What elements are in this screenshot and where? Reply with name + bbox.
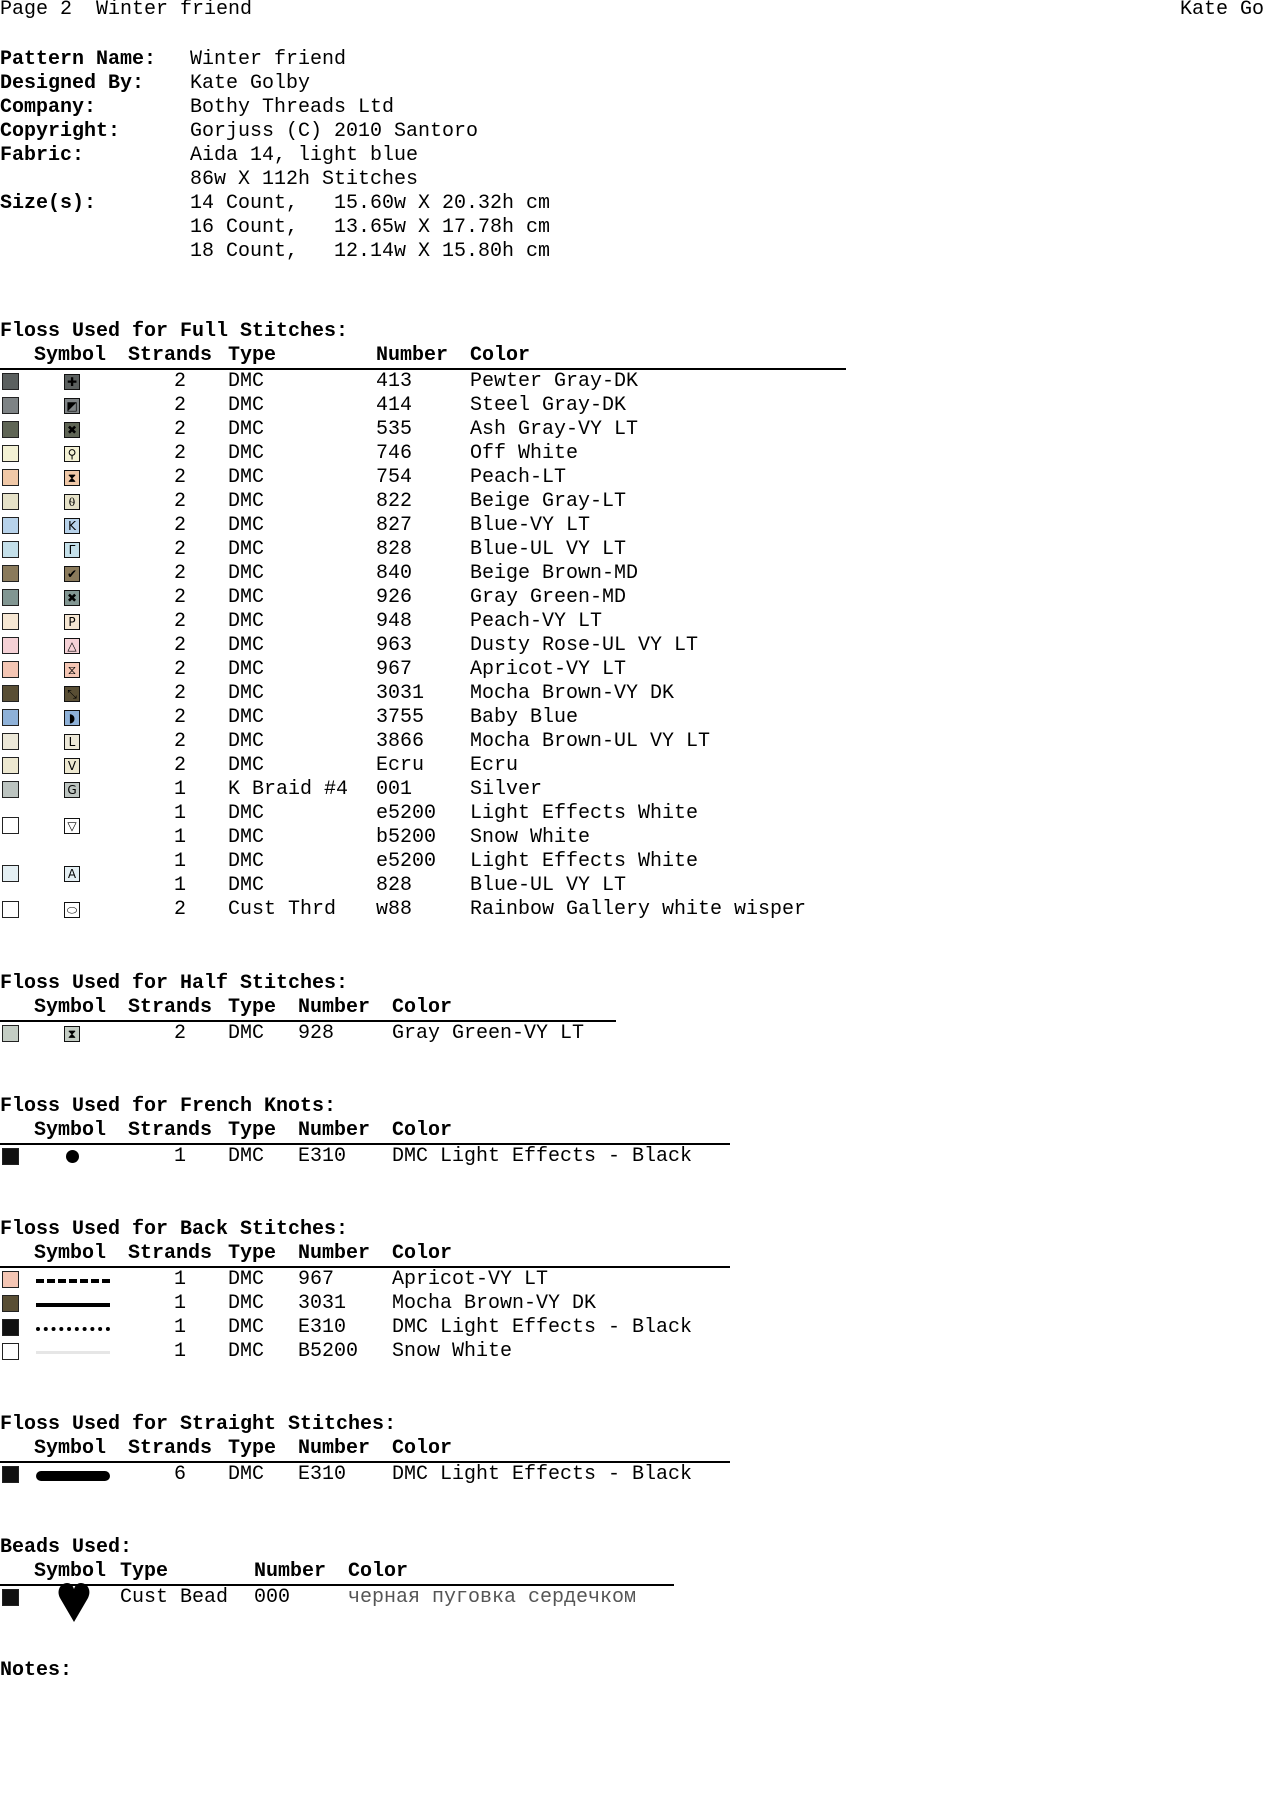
color-swatch xyxy=(2,493,19,510)
strands-cell: 2 xyxy=(174,682,187,705)
number-cell: w88 xyxy=(376,898,413,921)
page-header-left: Page 2 Winter friend xyxy=(0,0,253,21)
strands-cell: 1 xyxy=(174,850,187,873)
type-cell: Cust Thrd xyxy=(228,898,337,921)
info-value: Bothy Threads Ltd xyxy=(190,96,395,119)
info-value: Kate Golby xyxy=(190,72,311,95)
stitch-symbol-icon: A xyxy=(64,866,80,882)
number-cell: 754 xyxy=(376,466,413,489)
stitch-symbol-icon: P xyxy=(64,614,80,630)
color-cell: Light Effects White xyxy=(470,802,699,825)
number-cell: 963 xyxy=(376,634,413,657)
stitch-symbol-icon: ✖ xyxy=(64,422,80,438)
type-cell: DMC xyxy=(228,1022,265,1045)
type-cell: DMC xyxy=(228,442,265,465)
color-cell: Light Effects White xyxy=(470,850,699,873)
color-swatch xyxy=(2,637,19,654)
col-header-symbol: Symbol xyxy=(34,1437,107,1460)
section-title: Floss Used for Back Stitches: xyxy=(0,1218,349,1241)
type-cell: DMC xyxy=(228,658,265,681)
type-cell: DMC xyxy=(228,562,265,585)
col-header-number: Number xyxy=(376,344,449,367)
stitch-symbol-icon: ⧖ xyxy=(64,662,80,678)
color-cell: Dusty Rose-UL VY LT xyxy=(470,634,699,657)
strands-cell: 1 xyxy=(174,1292,187,1315)
number-cell: E310 xyxy=(298,1463,347,1486)
color-cell: DMC Light Effects - Black xyxy=(392,1145,693,1168)
number-cell: E310 xyxy=(298,1316,347,1339)
color-cell: Mocha Brown-VY DK xyxy=(392,1292,597,1315)
stitch-symbol-icon: ✔ xyxy=(64,566,80,582)
color-cell: Apricot-VY LT xyxy=(392,1268,549,1291)
type-cell: DMC xyxy=(228,706,265,729)
col-header-color: Color xyxy=(392,996,453,1019)
strands-cell: 2 xyxy=(174,538,187,561)
color-cell: DMC Light Effects - Black xyxy=(392,1316,693,1339)
col-header-color: Color xyxy=(392,1119,453,1142)
color-swatch xyxy=(2,1148,19,1165)
info-label: Company: xyxy=(0,96,97,119)
color-swatch xyxy=(2,865,19,882)
color-swatch xyxy=(2,757,19,774)
type-cell: DMC xyxy=(228,826,265,849)
type-cell: DMC xyxy=(228,730,265,753)
type-cell: DMC xyxy=(228,370,265,393)
col-header-color: Color xyxy=(392,1242,453,1265)
number-cell: 3866 xyxy=(376,730,425,753)
number-cell: b5200 xyxy=(376,826,437,849)
color-cell: DMC Light Effects - Black xyxy=(392,1463,693,1486)
strands-cell: 1 xyxy=(174,802,187,825)
info-value: Gorjuss (C) 2010 Santoro xyxy=(190,120,479,143)
color-swatch xyxy=(2,1466,19,1483)
color-cell: Beige Brown-MD xyxy=(470,562,639,585)
number-cell: 414 xyxy=(376,394,413,417)
col-header-strands: Strands xyxy=(128,1119,213,1142)
strands-cell: 2 xyxy=(174,754,187,777)
number-cell: 413 xyxy=(376,370,413,393)
col-header-symbol: Symbol xyxy=(34,344,107,367)
type-cell: DMC xyxy=(228,754,265,777)
number-cell: e5200 xyxy=(376,850,437,873)
number-cell: 001 xyxy=(376,778,413,801)
section-title: Floss Used for Straight Stitches: xyxy=(0,1413,397,1436)
type-cell: DMC xyxy=(228,610,265,633)
number-cell: 828 xyxy=(376,538,413,561)
type-cell: DMC xyxy=(228,1292,265,1315)
color-cell: Gray Green-VY LT xyxy=(392,1022,585,1045)
strands-cell: 2 xyxy=(174,562,187,585)
type-cell: DMC xyxy=(228,850,265,873)
color-swatch xyxy=(2,1271,19,1288)
type-cell: DMC xyxy=(228,394,265,417)
type-cell: DMC xyxy=(228,874,265,897)
col-header-strands: Strands xyxy=(128,996,213,1019)
col-header-symbol: Symbol xyxy=(34,996,107,1019)
strands-cell: 2 xyxy=(174,586,187,609)
number-cell: 746 xyxy=(376,442,413,465)
stitch-symbol-icon: ◩ xyxy=(64,398,80,414)
col-header-number: Number xyxy=(254,1560,327,1583)
color-swatch xyxy=(2,469,19,486)
type-cell: DMC xyxy=(228,802,265,825)
info-label: Copyright: xyxy=(0,120,121,143)
color-cell: Mocha Brown-VY DK xyxy=(470,682,675,705)
strands-cell: 2 xyxy=(174,610,187,633)
number-cell: 828 xyxy=(376,874,413,897)
col-header-number: Number xyxy=(298,1119,371,1142)
color-swatch xyxy=(2,421,19,438)
color-swatch xyxy=(2,517,19,534)
color-swatch xyxy=(2,445,19,462)
color-swatch xyxy=(2,373,19,390)
table-rule xyxy=(0,1266,730,1268)
strands-cell: 1 xyxy=(174,1268,187,1291)
type-cell: DMC xyxy=(228,514,265,537)
col-header-symbol: Symbol xyxy=(34,1119,107,1142)
type-cell: DMC xyxy=(228,1268,265,1291)
strands-cell: 2 xyxy=(174,490,187,513)
info-value: Winter friend xyxy=(190,48,347,71)
section-title: Beads Used: xyxy=(0,1536,133,1559)
number-cell: E310 xyxy=(298,1145,347,1168)
color-swatch xyxy=(2,661,19,678)
number-cell: B5200 xyxy=(298,1340,359,1363)
stitch-symbol-icon: V xyxy=(64,758,80,774)
color-swatch xyxy=(2,685,19,702)
backstitch-line-icon xyxy=(36,1303,110,1307)
stitch-symbol-icon: Γ xyxy=(64,542,80,558)
number-cell: 967 xyxy=(376,658,413,681)
strands-cell: 2 xyxy=(174,706,187,729)
color-cell: Beige Gray-LT xyxy=(470,490,627,513)
color-swatch xyxy=(2,1589,19,1606)
backstitch-line-icon xyxy=(36,1327,110,1331)
backstitch-line-icon xyxy=(36,1279,110,1283)
type-cell: DMC xyxy=(228,1340,265,1363)
color-cell: Baby Blue xyxy=(470,706,579,729)
color-swatch xyxy=(2,817,19,834)
number-cell: 822 xyxy=(376,490,413,513)
color-swatch xyxy=(2,901,19,918)
number-cell: 928 xyxy=(298,1022,335,1045)
stitch-symbol-icon: G xyxy=(64,782,80,798)
strands-cell: 2 xyxy=(174,466,187,489)
color-cell: Mocha Brown-UL VY LT xyxy=(470,730,711,753)
type-cell: DMC xyxy=(228,682,265,705)
color-swatch xyxy=(2,1343,19,1360)
stitch-symbol-icon: ✖ xyxy=(64,590,80,606)
strands-cell: 2 xyxy=(174,394,187,417)
info-label: Fabric: xyxy=(0,144,85,167)
stitch-symbol-icon: ⚲ xyxy=(64,446,80,462)
strands-cell: 6 xyxy=(174,1463,187,1486)
number-cell: 000 xyxy=(254,1586,291,1609)
type-cell: K Braid #4 xyxy=(228,778,349,801)
stitch-symbol-icon: ⧗ xyxy=(64,470,80,486)
color-swatch xyxy=(2,589,19,606)
col-header-symbol: Symbol xyxy=(34,1242,107,1265)
strands-cell: 2 xyxy=(174,514,187,537)
info-value: 16 Count, 13.65w X 17.78h cm xyxy=(190,216,551,239)
col-header-color: Color xyxy=(348,1560,409,1583)
number-cell: 3031 xyxy=(376,682,425,705)
col-header-strands: Strands xyxy=(128,1242,213,1265)
col-header-type: Type xyxy=(228,1119,277,1142)
color-swatch xyxy=(2,565,19,582)
info-label: Size(s): xyxy=(0,192,97,215)
strands-cell: 2 xyxy=(174,898,187,921)
stitch-symbol-icon: K xyxy=(64,518,80,534)
color-swatch xyxy=(2,733,19,750)
type-cell: DMC xyxy=(228,586,265,609)
color-swatch xyxy=(2,781,19,798)
color-cell: Steel Gray-DK xyxy=(470,394,627,417)
type-cell: DMC xyxy=(228,1316,265,1339)
type-cell: DMC xyxy=(228,466,265,489)
type-cell: DMC xyxy=(228,538,265,561)
stitch-symbol-icon: ✚ xyxy=(64,374,80,390)
col-header-type: Type xyxy=(120,1560,169,1583)
number-cell: 926 xyxy=(376,586,413,609)
col-header-color: Color xyxy=(470,344,531,367)
col-header-type: Type xyxy=(228,344,277,367)
color-cell: Snow White xyxy=(470,826,591,849)
stitch-symbol-icon: ▽ xyxy=(64,818,80,834)
number-cell: 535 xyxy=(376,418,413,441)
color-cell: Off White xyxy=(470,442,579,465)
page-header-right: Kate Go xyxy=(1180,0,1265,21)
color-swatch xyxy=(2,1025,19,1042)
info-value: Aida 14, light blue xyxy=(190,144,419,167)
info-label: Pattern Name: xyxy=(0,48,157,71)
col-header-type: Type xyxy=(228,1437,277,1460)
backstitch-line-icon xyxy=(36,1471,110,1481)
number-cell: Ecru xyxy=(376,754,425,777)
strands-cell: 2 xyxy=(174,730,187,753)
info-label: Designed By: xyxy=(0,72,145,95)
color-swatch xyxy=(2,613,19,630)
color-cell: Apricot-VY LT xyxy=(470,658,627,681)
backstitch-line-icon xyxy=(36,1351,110,1354)
stitch-symbol-icon: ⍬ xyxy=(64,494,80,510)
col-header-number: Number xyxy=(298,1437,371,1460)
color-cell: Blue-VY LT xyxy=(470,514,591,537)
strands-cell: 2 xyxy=(174,658,187,681)
strands-cell: 1 xyxy=(174,1145,187,1168)
type-cell: DMC xyxy=(228,418,265,441)
strands-cell: 2 xyxy=(174,442,187,465)
strands-cell: 2 xyxy=(174,418,187,441)
strands-cell: 1 xyxy=(174,826,187,849)
stitch-symbol-icon: L xyxy=(64,734,80,750)
strands-cell: 1 xyxy=(174,1340,187,1363)
color-swatch xyxy=(2,1295,19,1312)
color-cell: Peach-LT xyxy=(470,466,567,489)
stitch-symbol-icon: ⤡ xyxy=(64,686,80,702)
color-cell: Rainbow Gallery white wisper xyxy=(470,898,807,921)
color-cell: Snow White xyxy=(392,1340,513,1363)
col-header-color: Color xyxy=(392,1437,453,1460)
type-cell: DMC xyxy=(228,490,265,513)
heart-bead-icon xyxy=(56,1582,92,1624)
number-cell: 3755 xyxy=(376,706,425,729)
number-cell: e5200 xyxy=(376,802,437,825)
col-header-strands: Strands xyxy=(128,1437,213,1460)
info-value: 86w X 112h Stitches xyxy=(190,168,419,191)
strands-cell: 1 xyxy=(174,874,187,897)
color-cell: черная пуговка сердечком xyxy=(348,1586,637,1609)
stitch-symbol-icon: ⬭ xyxy=(64,902,80,918)
info-value: 18 Count, 12.14w X 15.80h cm xyxy=(190,240,551,263)
number-cell: 840 xyxy=(376,562,413,585)
type-cell: DMC xyxy=(228,1463,265,1486)
strands-cell: 1 xyxy=(174,1316,187,1339)
strands-cell: 1 xyxy=(174,778,187,801)
section-title: Floss Used for Half Stitches: xyxy=(0,972,349,995)
color-swatch xyxy=(2,541,19,558)
color-cell: Silver xyxy=(470,778,543,801)
stitch-symbol-icon: ◗ xyxy=(64,710,80,726)
knot-symbol xyxy=(66,1150,79,1163)
type-cell: DMC xyxy=(228,1145,265,1168)
col-header-number: Number xyxy=(298,1242,371,1265)
table-rule xyxy=(0,368,846,370)
color-cell: Blue-UL VY LT xyxy=(470,538,627,561)
stitch-symbol-icon: △ xyxy=(64,638,80,654)
section-title: Floss Used for Full Stitches: xyxy=(0,320,349,343)
number-cell: 3031 xyxy=(298,1292,347,1315)
color-cell: Gray Green-MD xyxy=(470,586,627,609)
color-swatch xyxy=(2,1319,19,1336)
color-cell: Ash Gray-VY LT xyxy=(470,418,639,441)
color-cell: Pewter Gray-DK xyxy=(470,370,639,393)
stitch-symbol-icon: ⧗ xyxy=(64,1026,80,1042)
notes-title: Notes: xyxy=(0,1659,73,1682)
color-swatch xyxy=(2,709,19,726)
strands-cell: 2 xyxy=(174,634,187,657)
type-cell: DMC xyxy=(228,634,265,657)
info-value: 14 Count, 15.60w X 20.32h cm xyxy=(190,192,551,215)
number-cell: 948 xyxy=(376,610,413,633)
strands-cell: 2 xyxy=(174,1022,187,1045)
col-header-number: Number xyxy=(298,996,371,1019)
col-header-type: Type xyxy=(228,996,277,1019)
color-cell: Peach-VY LT xyxy=(470,610,603,633)
strands-cell: 2 xyxy=(174,370,187,393)
number-cell: 827 xyxy=(376,514,413,537)
color-cell: Ecru xyxy=(470,754,519,777)
color-swatch xyxy=(2,397,19,414)
color-cell: Blue-UL VY LT xyxy=(470,874,627,897)
col-header-type: Type xyxy=(228,1242,277,1265)
section-title: Floss Used for French Knots: xyxy=(0,1095,337,1118)
number-cell: 967 xyxy=(298,1268,335,1291)
type-cell: Cust Bead xyxy=(120,1586,229,1609)
col-header-strands: Strands xyxy=(128,344,213,367)
col-header-symbol: Symbol xyxy=(34,1560,107,1583)
